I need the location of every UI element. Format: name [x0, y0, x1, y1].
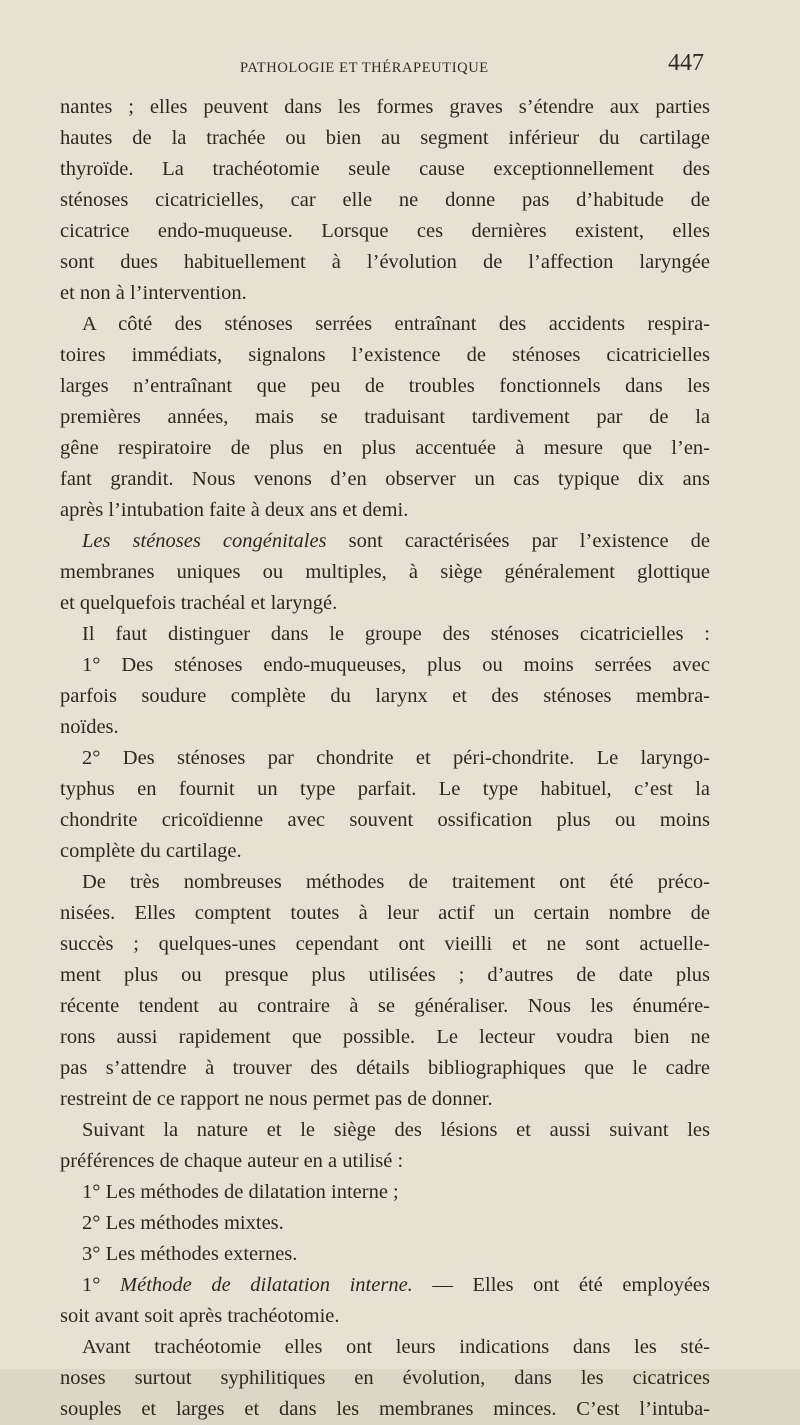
- text-line: [60, 898, 710, 929]
- line-text: 1° Les méthodes de dilatation interne ;: [82, 1181, 399, 1203]
- line-prefix: 1°: [82, 1274, 121, 1296]
- text-line: [60, 433, 710, 464]
- line-text: succès ; quelques-unes cependant ont vieilli et ne sont actuelle-: [60, 933, 710, 955]
- text-line: [60, 619, 710, 650]
- line-text: sont caractérisées par l’existence de: [326, 530, 710, 552]
- text-line: [60, 216, 710, 247]
- text-line: [60, 1177, 710, 1208]
- line-text: après l’intubation faite à deux ans et demi.: [60, 499, 409, 521]
- text-line: [60, 1022, 710, 1053]
- text-line: [60, 805, 710, 836]
- text-line: [60, 247, 710, 278]
- line-text: typhus en fournit un type parfait. Le type habituel, c’est la: [60, 778, 710, 800]
- text-line: [60, 309, 710, 340]
- line-text: gêne respiratoire de plus en plus accentuée à mesure que l’en-: [60, 437, 710, 459]
- line-text: fant grandit. Nous venons d’en observer un cas typique dix ans: [60, 468, 710, 490]
- line-text: De très nombreuses méthodes de traitement ont été préco-: [82, 871, 710, 893]
- line-text: sténoses cicatricielles, car elle ne donne pas d’habitude de: [60, 189, 710, 211]
- text-line: [60, 92, 710, 123]
- text-line: [60, 681, 710, 712]
- line-text: 1° Des sténoses endo-muqueuses, plus ou moins serrées avec: [82, 654, 710, 676]
- line-text: 2° Les méthodes mixtes.: [82, 1212, 284, 1234]
- line-text: toires immédiats, signalons l’existence de sténoses cicatricielles: [60, 344, 710, 366]
- text-line: [60, 929, 710, 960]
- line-text: préférences de chaque auteur en a utilisé :: [60, 1150, 404, 1172]
- text-line: [60, 960, 710, 991]
- line-text: Il faut distinguer dans le groupe des sténoses cicatricielles :: [82, 623, 710, 645]
- text-line: [60, 1270, 710, 1301]
- line-text: premières années, mais se traduisant tardivement par de la: [60, 406, 710, 428]
- italic-heading: Les sténoses congénitales: [82, 530, 327, 552]
- line-text: restreint de ce rapport ne nous permet pas de donner.: [60, 1088, 493, 1110]
- text-line: [60, 1394, 710, 1425]
- text-line: [60, 402, 710, 433]
- text-line: [60, 185, 710, 216]
- line-text: cicatrice endo-muqueuse. Lorsque ces dernières existent, elles: [60, 220, 710, 242]
- line-text: — Elles ont été employées: [412, 1274, 710, 1296]
- text-line: [60, 1301, 710, 1332]
- text-line: [60, 1146, 710, 1177]
- text-line: [60, 371, 710, 402]
- text-line: [60, 1053, 710, 1084]
- text-line: [60, 1208, 710, 1239]
- line-text: Suivant la nature et le siège des lésions et aussi suivant les: [82, 1119, 710, 1141]
- text-line: [60, 526, 710, 557]
- line-text: membranes uniques ou multiples, à siège généralement glottique: [60, 561, 710, 583]
- text-line: [60, 867, 710, 898]
- text-line: [60, 495, 710, 526]
- text-line: [60, 588, 710, 619]
- line-text: pas s’attendre à trouver des détails bibliographiques que le cadre: [60, 1057, 710, 1079]
- line-text: et non à l’intervention.: [60, 282, 247, 304]
- line-text: récente tendent au contraire à se généraliser. Nous les énumére-: [60, 995, 710, 1017]
- page-number: 447: [668, 50, 704, 76]
- text-line: [60, 1363, 710, 1394]
- text-line: [60, 743, 710, 774]
- text-line: [60, 1115, 710, 1146]
- text-line: [60, 991, 710, 1022]
- italic-heading: Méthode de dilatation interne.: [120, 1274, 413, 1296]
- line-text: nisées. Elles comptent toutes à leur actif un certain nombre de: [60, 902, 710, 924]
- line-text: A côté des sténoses serrées entraînant des accidents respira-: [82, 313, 710, 335]
- line-text: et quelquefois trachéal et laryngé.: [60, 592, 338, 614]
- line-text: souples et larges et dans les membranes minces. C’est l’intuba-: [60, 1398, 710, 1420]
- line-text: nantes ; elles peuvent dans les formes graves s’étendre aux parties: [60, 96, 710, 118]
- text-line: [60, 1239, 710, 1270]
- text-line: [60, 278, 710, 309]
- line-text: Avant trachéotomie elles ont leurs indications dans les sté-: [82, 1336, 710, 1358]
- line-text: rons aussi rapidement que possible. Le lecteur voudra bien ne: [60, 1026, 710, 1048]
- text-line: [60, 712, 710, 743]
- line-text: ment plus ou presque plus utilisées ; d’autres de date plus: [60, 964, 710, 986]
- text-line: [60, 1084, 710, 1115]
- line-text: 2° Des sténoses par chondrite et péri-chondrite. Le laryngo-: [82, 747, 710, 769]
- text-line: [60, 340, 710, 371]
- text-line: [60, 154, 710, 185]
- text-line: [60, 1332, 710, 1363]
- line-text: 3° Les méthodes externes.: [82, 1243, 298, 1265]
- line-text: parfois soudure complète du larynx et des sténoses membra-: [60, 685, 710, 707]
- running-title: PATHOLOGIE ET THÉRAPEUTIQUE: [240, 60, 489, 76]
- text-line: [60, 836, 710, 867]
- text-line: [60, 774, 710, 805]
- page-header: [0, 50, 800, 80]
- line-text: hautes de la trachée ou bien au segment inférieur du cartilage: [60, 127, 710, 149]
- line-text: soit avant soit après trachéotomie.: [60, 1305, 340, 1327]
- line-text: thyroïde. La trachéotomie seule cause exceptionnellement des: [60, 158, 710, 180]
- body-text: [60, 92, 710, 1425]
- text-line: [60, 557, 710, 588]
- line-text: larges n’entraînant que peu de troubles fonctionnels dans les: [60, 375, 710, 397]
- line-text: chondrite cricoïdienne avec souvent ossification plus ou moins: [60, 809, 710, 831]
- text-line: [60, 123, 710, 154]
- text-line: [60, 650, 710, 681]
- text-line: [60, 464, 710, 495]
- line-text: complète du cartilage.: [60, 840, 242, 862]
- line-text: noïdes.: [60, 716, 119, 738]
- line-text: noses surtout syphilitiques en évolution, dans les cicatrices: [60, 1367, 710, 1389]
- line-text: sont dues habituellement à l’évolution de l’affection laryngée: [60, 251, 710, 273]
